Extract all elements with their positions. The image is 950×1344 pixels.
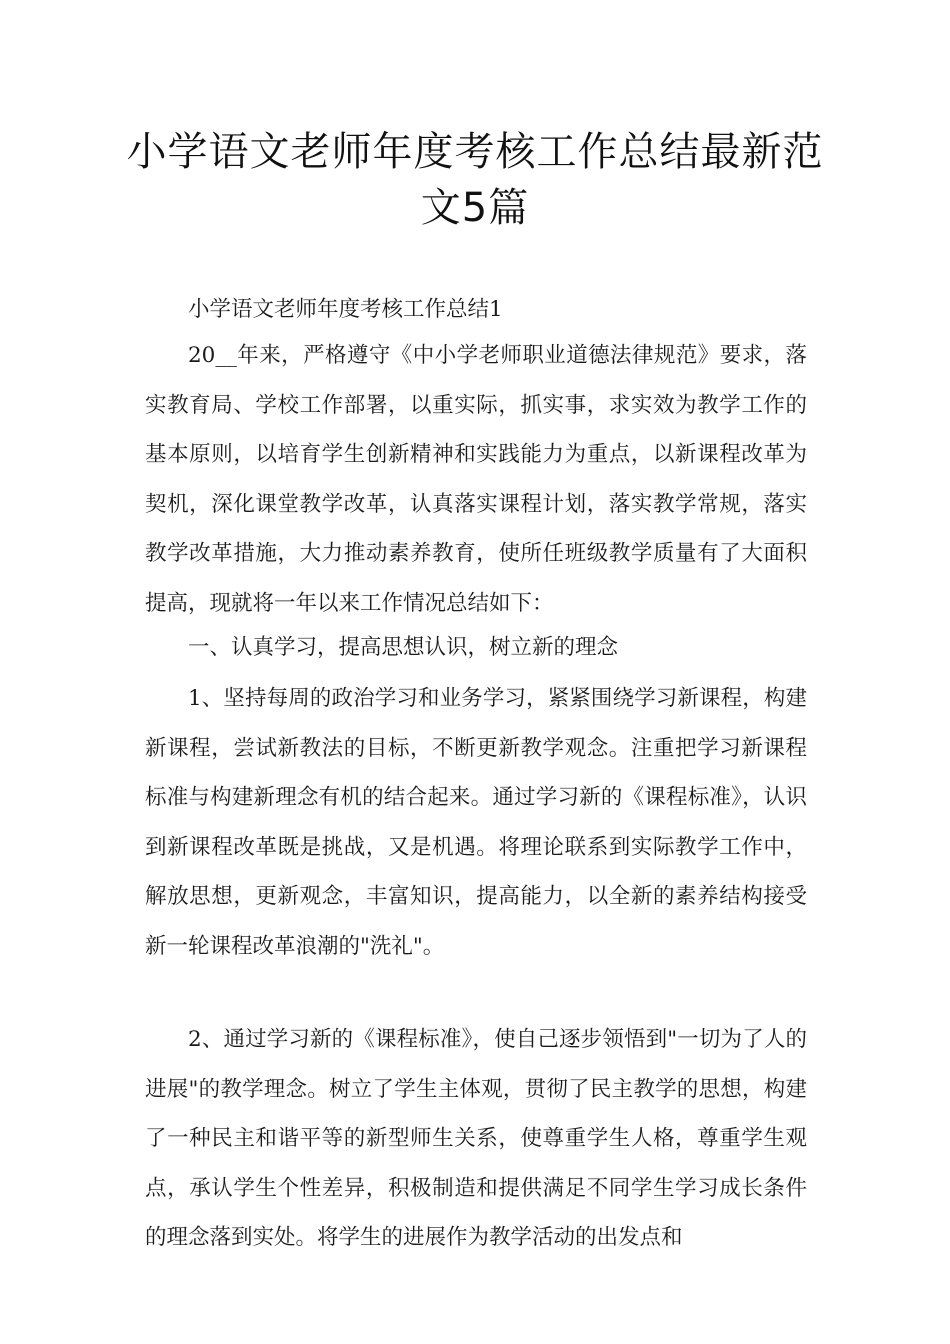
paragraph-3: 2、通过学习新的《课程标准》，使自己逐步领悟到"一切为了人的进展"的教学理念。树立了学生主体观，贯彻了民主教学的思想，构建了一种民主和谐平等的新型师生关系，使尊重学生人格，尊重学生观点，承认学生个性差异，积极制造和提供满足不同学生学习成长条件的理念落到实处。将学生的进展作为教学活动的出发点和	[145, 1027, 807, 1250]
paragraph-2: 1、坚持每周的政治学习和业务学习，紧紧围绕学习新课程，构建新课程，尝试新教法的目标，不断更新教学观念。注重把学习新课程标准与构建新理念有机的结合起来。通过学习新的《课程标准》，认识到新课程改革既是挑战，又是机遇。将理论联系到实际教学工作中，解放思想，更新观念，丰富知识，提高能力，以全新的素养结构接受新一轮课程改革浪潮的"洗礼"。	[145, 686, 807, 959]
title-line-1: 小学语文老师年度考核工作总结最新范	[126, 129, 824, 175]
heading-block-1	[145, 623, 807, 673]
paragraph-block-2	[145, 674, 807, 971]
paragraph-block-1	[145, 331, 807, 628]
section-heading-1: 一、认真学习，提高思想认识，树立新的理念	[188, 635, 619, 660]
title-line-2: 文5篇	[420, 185, 530, 231]
section-subtitle: 小学语文老师年度考核工作总结1	[188, 297, 503, 322]
section-subtitle-block	[145, 285, 807, 335]
document-title	[100, 124, 850, 236]
paragraph-1: 20__年来，严格遵守《中小学老师职业道德法律规范》要求，落实教育局、学校工作部署，以重实际，抓实事，求实效为教学工作的基本原则，以培育学生创新精神和实践能力为重点，以新课程改革为契机，深化课堂教学改革，认真落实课程计划，落实教学常规，落实教学改革措施，大力推动素养教育，使所任班级教学质量有了大面积提高，现就将一年以来工作情况总结如下：	[145, 343, 807, 616]
paragraph-block-3	[145, 1015, 807, 1263]
